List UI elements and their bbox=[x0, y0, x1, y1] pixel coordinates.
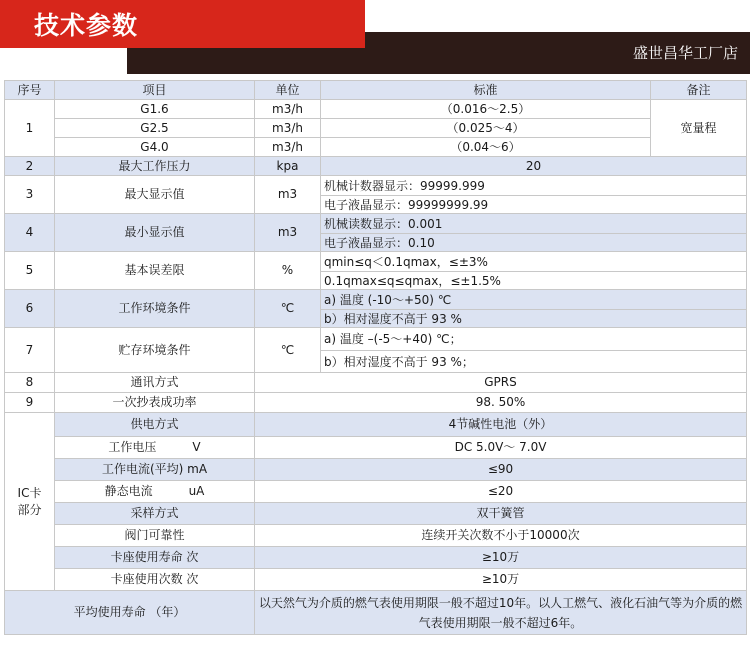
row-standard bbox=[321, 176, 747, 214]
table-row bbox=[5, 503, 747, 525]
row-unit: m3/h bbox=[255, 100, 321, 119]
row-unit: ℃ bbox=[255, 328, 321, 373]
row-no: 8 bbox=[5, 373, 55, 393]
row-item: 工作环境条件 bbox=[55, 290, 255, 328]
standard-line: b）相对湿度不高于 93 % bbox=[321, 309, 746, 327]
row-standard bbox=[321, 290, 747, 328]
col-header-no: 序号 bbox=[5, 81, 55, 100]
row-item: 卡座使用次数 次 bbox=[55, 569, 255, 591]
row-standard: 20 bbox=[321, 157, 747, 176]
store-name: 盛世昌华工厂店 bbox=[632, 44, 738, 62]
row-standard: 连续开关次数不小于10000次 bbox=[255, 525, 747, 547]
row-standard: 以天然气为介质的燃气表使用期限一般不超过10年。以人工燃气、液化石油气等为介质的燃气表使用期限一般不超过6年。 bbox=[255, 591, 747, 635]
row-item: 最大显示值 bbox=[55, 176, 255, 214]
col-header-remark: 备注 bbox=[651, 81, 747, 100]
row-unit: m3 bbox=[255, 214, 321, 252]
table-row bbox=[5, 119, 747, 138]
col-header-unit: 单位 bbox=[255, 81, 321, 100]
table-row bbox=[5, 252, 747, 290]
row-item: G4.0 bbox=[55, 138, 255, 157]
row-standard: ≤90 bbox=[255, 459, 747, 481]
col-header-item: 项目 bbox=[55, 81, 255, 100]
row-unit: m3 bbox=[255, 176, 321, 214]
row-standard: （0.04～6） bbox=[321, 138, 651, 157]
row-no: 7 bbox=[5, 328, 55, 373]
standard-line: qmin≤q＜0.1qmax，≤±3% bbox=[324, 254, 488, 269]
row-item: 工作电流(平均) mA bbox=[55, 459, 255, 481]
ic-label-line: IC卡 bbox=[17, 485, 42, 500]
row-item: 贮存环境条件 bbox=[55, 328, 255, 373]
standard-line: a) 温度 (-10～+50) ℃ bbox=[324, 292, 452, 307]
page-title: 技术参数 bbox=[34, 11, 139, 40]
row-standard bbox=[321, 328, 747, 373]
row-item: 最小显示值 bbox=[55, 214, 255, 252]
table-row bbox=[5, 328, 747, 373]
table-header-row bbox=[5, 81, 747, 100]
table-row bbox=[5, 100, 747, 119]
row-item: 采样方式 bbox=[55, 503, 255, 525]
table-row bbox=[5, 373, 747, 393]
row-item: G2.5 bbox=[55, 119, 255, 138]
standard-line: 电子液晶显示：0.10 bbox=[321, 233, 746, 251]
standard-line: 机械计数器显示：99999.999 bbox=[324, 178, 485, 193]
row-no: 4 bbox=[5, 214, 55, 252]
row-standard: DC 5.0V～ 7.0V bbox=[255, 437, 747, 459]
standard-line: 电子液晶显示：99999999.99 bbox=[321, 195, 746, 213]
table-row bbox=[5, 214, 747, 252]
row-item: 静态电流 uA bbox=[55, 481, 255, 503]
row-standard bbox=[321, 214, 747, 252]
row-item: 最大工作压力 bbox=[55, 157, 255, 176]
col-header-standard: 标准 bbox=[321, 81, 651, 100]
standard-line: 机械读数显示：0.001 bbox=[324, 216, 443, 231]
row-item: 工作电压 V bbox=[55, 437, 255, 459]
table-row bbox=[5, 591, 747, 635]
row-no: 3 bbox=[5, 176, 55, 214]
row-unit: ℃ bbox=[255, 290, 321, 328]
row-item: 通讯方式 bbox=[55, 373, 255, 393]
ic-label-line: 部分 bbox=[17, 502, 42, 517]
standard-line: a) 温度 –(-5～+40) ℃； bbox=[324, 332, 462, 346]
standard-line: b）相对湿度不高于 93 %； bbox=[321, 350, 746, 372]
table-row bbox=[5, 547, 747, 569]
spec-table bbox=[4, 80, 747, 635]
row-standard: ≥10万 bbox=[255, 547, 747, 569]
row-no: 5 bbox=[5, 252, 55, 290]
table-row bbox=[5, 437, 747, 459]
row-standard: ≤20 bbox=[255, 481, 747, 503]
row-no: 1 bbox=[5, 100, 55, 157]
table-row bbox=[5, 481, 747, 503]
row-standard bbox=[321, 252, 747, 290]
row-standard: 双干簧管 bbox=[255, 503, 747, 525]
row-item: 平均使用寿命 （年） bbox=[5, 591, 255, 635]
row-item: G1.6 bbox=[55, 100, 255, 119]
row-unit: m3/h bbox=[255, 119, 321, 138]
table-row bbox=[5, 393, 747, 413]
table-row bbox=[5, 138, 747, 157]
ic-card-section-label bbox=[5, 413, 55, 591]
row-standard: 98. 50% bbox=[255, 393, 747, 413]
table-row bbox=[5, 569, 747, 591]
row-unit: % bbox=[255, 252, 321, 290]
row-item: 卡座使用寿命 次 bbox=[55, 547, 255, 569]
row-item: 阀门可靠性 bbox=[55, 525, 255, 547]
row-standard: GPRS bbox=[255, 373, 747, 393]
row-remark: 宽量程 bbox=[651, 100, 747, 157]
row-no: 6 bbox=[5, 290, 55, 328]
row-no: 9 bbox=[5, 393, 55, 413]
row-unit: kpa bbox=[255, 157, 321, 176]
row-item: 供电方式 bbox=[55, 413, 255, 437]
table-row bbox=[5, 413, 747, 437]
standard-line: 0.1qmax≤q≤qmax，≤±1.5% bbox=[321, 271, 746, 289]
row-item: 一次抄表成功率 bbox=[55, 393, 255, 413]
row-standard: （0.025～4） bbox=[321, 119, 651, 138]
table-row bbox=[5, 525, 747, 547]
row-unit: m3/h bbox=[255, 138, 321, 157]
row-item: 基本误差限 bbox=[55, 252, 255, 290]
table-row bbox=[5, 157, 747, 176]
table-row bbox=[5, 176, 747, 214]
row-standard: ≥10万 bbox=[255, 569, 747, 591]
row-no: 2 bbox=[5, 157, 55, 176]
row-standard: 4节碱性电池（外） bbox=[255, 413, 747, 437]
table-row bbox=[5, 459, 747, 481]
table-row bbox=[5, 290, 747, 328]
row-standard: （0.016～2.5） bbox=[321, 100, 651, 119]
